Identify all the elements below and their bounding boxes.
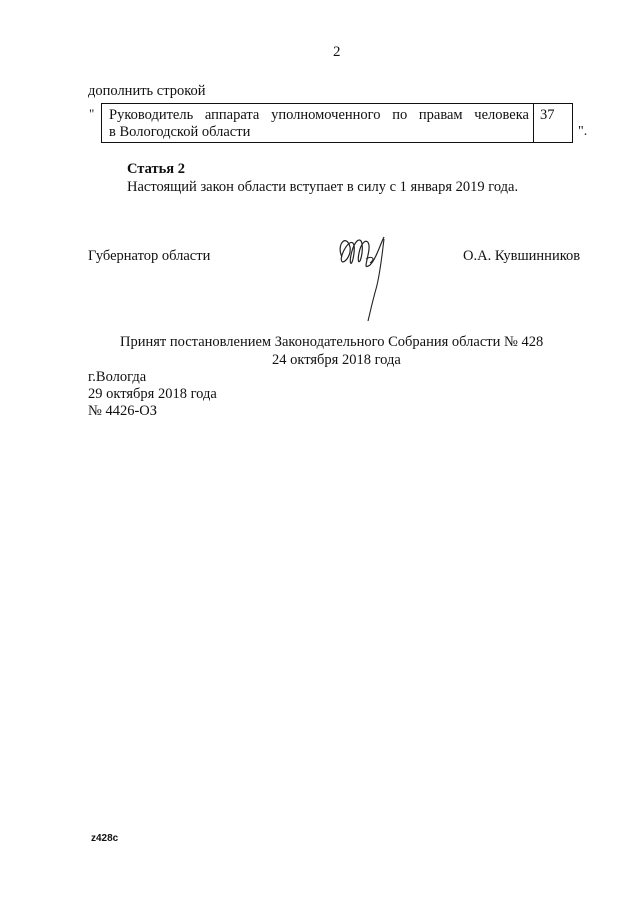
handwritten-signature [330,225,390,325]
position-line-2: в Вологодской области [109,124,251,140]
position-line-1 [109,107,529,124]
value-cell: 37 [540,107,555,123]
place: г.Вологда [88,369,147,385]
position-cell [109,107,529,141]
word: аппарата [204,107,260,123]
word: по [392,107,408,123]
closing-quote: ". [578,124,588,139]
amendment-intro: дополнить строкой [88,83,206,99]
word: уполномоченного [271,107,381,123]
opening-quote: " [89,106,95,121]
cell-divider [533,104,534,142]
word: человека [474,107,529,123]
amendment-table [101,103,573,143]
signing-date: 29 октября 2018 года [88,386,217,402]
law-number: № 4426-ОЗ [88,403,158,419]
governor-title: Губернатор области [88,248,211,264]
adoption-date: 24 октября 2018 года [272,352,401,368]
footer-code: z428c [91,833,119,844]
page-number: 2 [333,44,341,60]
word: правам [418,107,463,123]
article-title: Статья 2 [127,161,185,177]
governor-name: О.А. Кувшинников [463,248,581,264]
article-text: Настоящий закон области вступает в силу с 1 января 2019 года. [127,179,519,195]
word: Руководитель [109,107,194,123]
adoption-line: Принят постановлением Законодательного Собрания области № 428 [120,334,544,350]
